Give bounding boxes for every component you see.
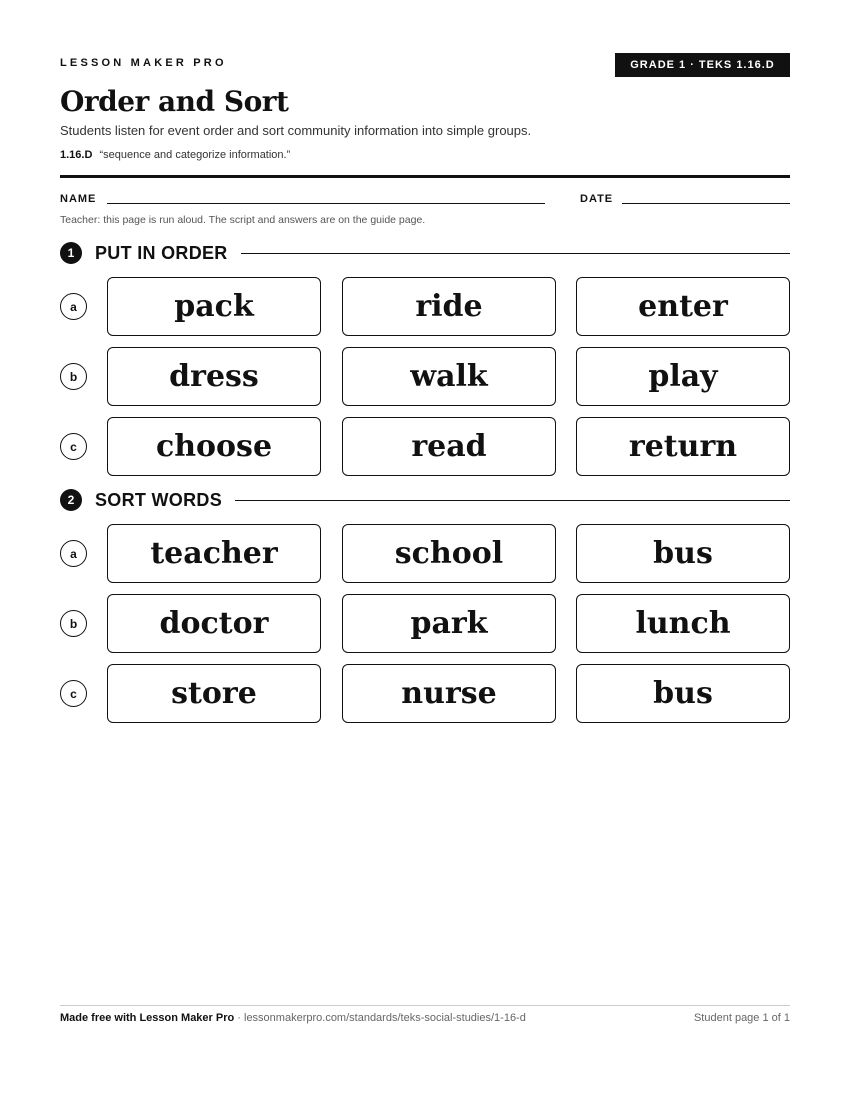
word-card[interactable]: bus <box>576 524 790 583</box>
row-letter-badge: c <box>60 433 87 460</box>
section-title: PUT IN ORDER <box>95 242 228 263</box>
footer-divider <box>60 1005 790 1006</box>
standard-code: 1.16.D <box>60 149 93 161</box>
word-card[interactable]: enter <box>576 277 790 336</box>
footer-page-label: Student page 1 of 1 <box>693 1012 790 1024</box>
section-title: SORT WORDS <box>95 489 222 510</box>
word-card[interactable]: pack <box>107 277 321 336</box>
row-letter-badge: b <box>60 610 87 637</box>
section-divider <box>235 500 790 501</box>
word-card[interactable]: nurse <box>342 664 556 723</box>
word-card[interactable]: walk <box>342 347 556 406</box>
row-letter-badge: a <box>60 540 87 567</box>
word-card[interactable]: choose <box>107 417 321 476</box>
word-card[interactable]: store <box>107 664 321 723</box>
word-card[interactable]: lunch <box>576 594 790 653</box>
word-card[interactable]: ride <box>342 277 556 336</box>
name-label: NAME <box>60 193 97 205</box>
grade-standard-badge: GRADE 1 · TEKS 1.16.D <box>615 53 790 77</box>
word-row <box>60 594 790 653</box>
word-card[interactable]: doctor <box>107 594 321 653</box>
word-card[interactable]: play <box>576 347 790 406</box>
word-card[interactable]: bus <box>576 664 790 723</box>
section-number-badge: 1 <box>60 242 82 264</box>
row-letter-badge: a <box>60 293 87 320</box>
word-row <box>60 347 790 406</box>
footer-separator: · <box>234 1012 244 1024</box>
date-field[interactable] <box>622 203 790 204</box>
word-row <box>60 277 790 336</box>
word-card[interactable]: return <box>576 417 790 476</box>
word-row <box>60 524 790 583</box>
teacher-note: Teacher: this page is run aloud. The script and answers are on the guide page. <box>60 214 426 226</box>
section-sort-words <box>60 488 790 512</box>
page-title: Order and Sort <box>60 85 289 118</box>
row-letter-badge: b <box>60 363 87 390</box>
name-field[interactable] <box>107 203 545 204</box>
word-card[interactable]: teacher <box>107 524 321 583</box>
date-label: DATE <box>580 193 614 205</box>
header-divider <box>60 175 790 178</box>
section-number-badge: 2 <box>60 489 82 511</box>
standard-text: “sequence and categorize information.” <box>99 149 291 161</box>
section-divider <box>241 253 790 254</box>
word-card[interactable]: school <box>342 524 556 583</box>
page-subtitle: Students listen for event order and sort community information into simple groups. <box>60 123 532 138</box>
row-letter-badge: c <box>60 680 87 707</box>
word-card[interactable]: park <box>342 594 556 653</box>
section-put-in-order <box>60 241 790 265</box>
word-row <box>60 417 790 476</box>
word-card[interactable]: read <box>342 417 556 476</box>
standard-line <box>60 149 290 161</box>
footer-url[interactable]: lessonmakerpro.com/standards/teks-social-studies/1-16-d <box>244 1012 526 1024</box>
word-row <box>60 664 790 723</box>
footer-credit <box>60 1012 526 1024</box>
word-card[interactable]: dress <box>107 347 321 406</box>
footer-made-with: Made free with Lesson Maker Pro <box>60 1012 235 1024</box>
worksheet-page <box>60 0 790 1100</box>
brand-name: LESSON MAKER PRO <box>60 57 227 69</box>
